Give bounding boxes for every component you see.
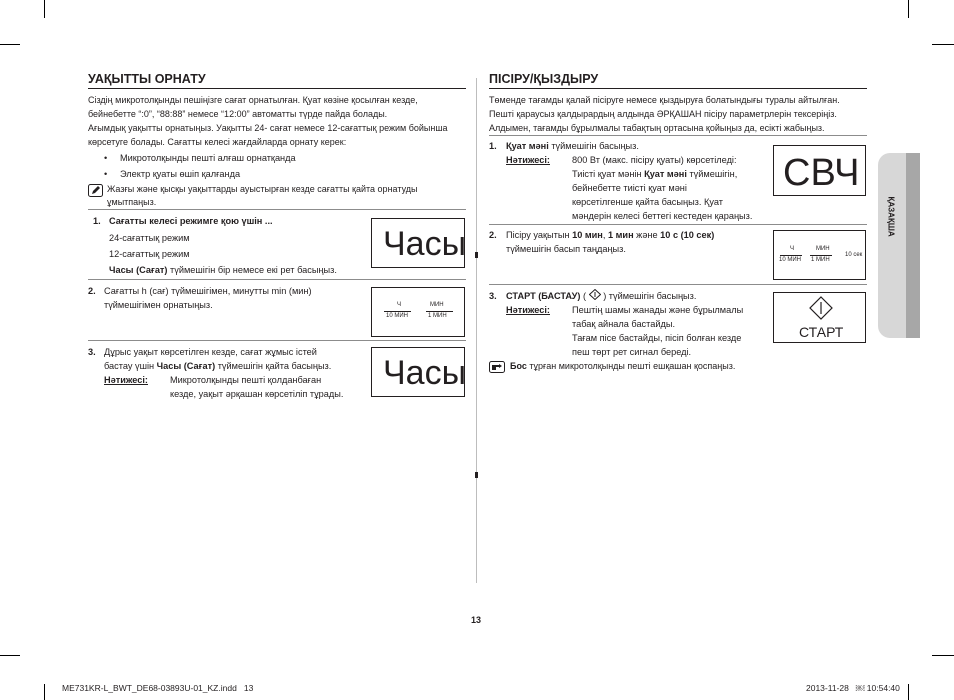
result-text: 800 Вт (макс. пісіру қуаты) көрсетіледі: <box>572 155 737 165</box>
language-side-tab-text: ҚАЗАҚША <box>886 196 896 237</box>
step-text: түймешігін басып таңдаңыз. <box>506 244 626 254</box>
display-underline <box>810 255 832 256</box>
result-text: көрсетілгенше қайта басыңыз. Қуат <box>572 197 723 207</box>
cook-time-display <box>773 230 866 280</box>
note-text: Жазғы және қысқы уақыттарды ауыстырған кезде сағатты қайта орнатуды <box>107 184 418 194</box>
clock-button-label: Часы (Сағат) <box>156 361 216 371</box>
step-text: Дұрыс уақыт көрсетілген кезде, сағат жұмыс істей <box>104 347 317 357</box>
note-pencil-icon <box>88 184 103 197</box>
step-text-rest: түймешігін бір немесе екі рет басыңыз. <box>167 265 337 275</box>
step-number: 2. <box>88 286 96 296</box>
hour-label: Ч <box>790 246 794 252</box>
note-text: ұмытпаңыз. <box>107 197 157 207</box>
bullet-dot: • <box>104 153 108 163</box>
right-title-rule <box>489 88 867 89</box>
step-text-open: ( <box>580 291 589 301</box>
bullet-item: Электр қуаты өшіп қалғанда <box>120 169 241 179</box>
step-text-pre: бастау үшін <box>104 361 157 371</box>
start-display-text: СТАРТ <box>799 324 844 340</box>
one-min-label: 1 МИН <box>428 313 447 319</box>
registration-mark <box>475 252 478 258</box>
one-min-label: 1 МИН <box>811 257 830 263</box>
result-text: табақ айнала бастайды. <box>572 319 676 329</box>
step-text: түймешігімен орнатыңыз. <box>104 300 213 310</box>
right-intro-line: Алдымен, тағамды бұрылмалы табақтың ортасына қойыңыз да, есікті жабыңыз. <box>489 123 825 133</box>
step-text <box>104 359 331 373</box>
clock-display-box <box>371 347 465 397</box>
result-text <box>572 167 737 181</box>
crop-mark <box>908 0 909 18</box>
step-text-rest: түймешігін басыңыз. <box>548 141 639 151</box>
microwave-display-text: СВЧ <box>783 152 860 194</box>
display-underline <box>384 311 411 312</box>
step-separator <box>88 340 466 341</box>
left-intro-line: Ағымдық уақытты орнатыңыз. Уақытты 24- сағат немесе 12-сағаттық режим бойынша <box>88 123 448 133</box>
crop-mark <box>0 655 20 656</box>
power-button-label: Қуат мәні <box>644 169 687 179</box>
column-divider <box>476 78 477 583</box>
step-text <box>109 263 337 277</box>
left-title-rule <box>88 88 466 89</box>
step-title: Сағатты келесі режимге қою үшін ... <box>109 216 273 226</box>
step-text <box>506 228 714 242</box>
clock-display-box <box>371 218 465 268</box>
result-label: Нәтижесі: <box>104 375 148 385</box>
crop-mark <box>44 0 45 18</box>
step-text-rest: түймешігін қайта басыңыз. <box>215 361 332 371</box>
ten-sec-button-label: 10 с (10 сек) <box>660 230 715 240</box>
result-text: Тағам пісе бастайды, пісіп болған кезде <box>572 333 742 343</box>
step-text: 24-сағаттық режим <box>109 233 190 243</box>
result-text: Пештің шамы жанады және бұрылмалы <box>572 305 744 315</box>
microwave-display-box <box>773 145 866 196</box>
left-intro-line: Сіздің микротолқынды пешіңізге сағат орнатылған. Қуат көзіне қосылған кезде, <box>88 95 418 105</box>
bullet-item: Микротолқынды пешті алғаш орнатқанда <box>120 153 296 163</box>
left-intro-line: бейнебетте “:0”, “88:88” немесе “12:00” автоматты түрде пайда болады. <box>88 109 388 119</box>
display-underline <box>426 311 453 312</box>
result-text: пеш төрт рет сигнал береді. <box>572 347 692 357</box>
result-text: бейнебетте тиісті қуат мәні <box>572 183 687 193</box>
step-text: 12-сағаттық режим <box>109 249 190 259</box>
step-separator <box>489 284 867 285</box>
step-text-mid: және <box>633 230 661 240</box>
step-text-rest: ) түймешігін басыңыз. <box>600 291 697 301</box>
step-number: 1. <box>489 141 497 151</box>
step-number: 2. <box>489 230 497 240</box>
one-min-button-label: 1 мин <box>607 230 634 240</box>
step-separator <box>489 224 867 225</box>
start-diamond-icon <box>809 296 833 320</box>
step-number: 3. <box>489 291 497 301</box>
clock-display-text: Часы <box>383 225 467 263</box>
registration-mark <box>475 472 478 478</box>
tip-bold: Бос <box>510 361 527 371</box>
hour-label: Ч <box>397 302 401 308</box>
crop-mark <box>44 684 45 700</box>
footer-timestamp: 2013-11-28 ￼ 10:54:40 <box>806 683 900 693</box>
page-number: 13 <box>471 615 482 625</box>
ten-min-label: 10 МИН <box>779 257 801 263</box>
ten-min-label: 10 МИН <box>386 313 408 319</box>
clock-display-text: Часы <box>383 354 467 392</box>
tip-rest: тұрған микротолқынды пешті ешқашан қоспаңыз. <box>526 361 736 371</box>
right-intro-line: Пешті қараусыз қалдырардың алдында ӘРҚАШАН пісіру параметрлерін тексеріңіз. <box>489 109 837 119</box>
step-separator <box>489 135 867 136</box>
step-title <box>506 139 639 153</box>
ten-sec-label: 10 сек <box>845 252 863 258</box>
hand-pointer-icon <box>489 361 505 373</box>
result-label: Нәтижесі: <box>506 305 550 315</box>
step-text-pre: Пісіру уақытын <box>506 230 573 240</box>
crop-mark <box>932 655 954 656</box>
ten-min-button-label: 10 мин <box>572 230 603 240</box>
clock-button-label: Часы (Сағат) <box>109 265 168 275</box>
left-section-title: УАҚЫТТЫ ОРНАТУ <box>88 72 206 86</box>
right-intro-line: Төменде тағамды қалай пісіруге немесе қыздыруға болатындығы туралы айтылған. <box>489 95 840 105</box>
minute-label: МИН <box>816 246 830 252</box>
result-text: кезде, уақыт әрқашан көрсетіліп тұрады. <box>170 389 344 399</box>
start-display-box <box>773 292 866 343</box>
footer-filename: ME731KR-L_BWT_DE68-03893U-01_KZ.indd 13 <box>62 683 254 693</box>
result-text: Микротолқынды пешті қолданбаған <box>170 375 322 385</box>
step-text: Сағатты h (сағ) түймешігімен, минутты min (мин) <box>104 286 312 296</box>
crop-mark <box>908 684 909 700</box>
step-text-sep: , <box>602 230 608 240</box>
display-underline <box>780 255 802 256</box>
tip-text <box>510 359 735 373</box>
right-section-title: ПІСІРУ/ҚЫЗДЫРУ <box>489 72 599 86</box>
step-title <box>506 289 696 303</box>
power-button-label: Қуат мәні <box>506 141 549 151</box>
step-separator <box>88 279 466 280</box>
step-number: 1. <box>93 216 101 226</box>
step-separator <box>88 209 466 210</box>
start-button-label: СТАРТ (БАСТАУ) <box>506 291 581 301</box>
step-number: 3. <box>88 347 96 357</box>
minute-label: МИН <box>430 302 444 308</box>
language-side-tab-curve <box>878 153 906 338</box>
result-text-rest: түймешігін, <box>686 169 738 179</box>
time-buttons-display <box>371 287 465 337</box>
start-diamond-icon <box>589 289 601 300</box>
left-intro-line: көрсетуге болады. Сағатты келесі жағдайларда орнату керек: <box>88 137 347 147</box>
result-label: Нәтижесі: <box>506 155 550 165</box>
crop-mark <box>932 44 954 45</box>
result-text-pre: Тиісті қуат мәнін <box>572 169 645 179</box>
crop-mark <box>0 44 20 45</box>
result-text: мәндерін келесі беттегі кестеден қараңыз. <box>572 211 753 221</box>
bullet-dot: • <box>104 169 108 179</box>
